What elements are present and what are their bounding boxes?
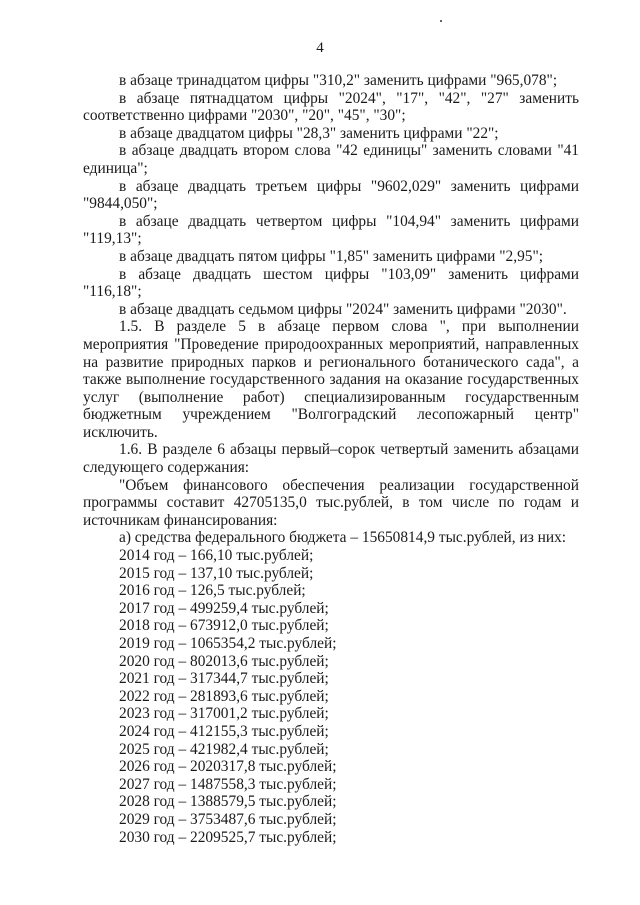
year-funding-item: 2014 год – 166,10 тыс.рублей;: [119, 547, 314, 565]
year-funding-item: 2026 год – 2020317,8 тыс.рублей;: [119, 758, 337, 776]
year-funding-item: 2021 год – 317344,7 тыс.рублей;: [119, 670, 329, 688]
year-funding-item: 2020 год – 802013,6 тыс.рублей;: [119, 652, 329, 670]
year-funding-item: 2027 год – 1487558,3 тыс.рублей;: [119, 775, 337, 793]
year-funding-item: 2029 год – 3753487,6 тыс.рублей;: [119, 810, 337, 828]
year-funding-item: 2017 год – 499259,4 тыс.рублей;: [119, 599, 329, 617]
scan-speck: [440, 20, 442, 22]
year-funding-item: 2024 год – 412155,3 тыс.рублей;: [119, 722, 329, 740]
page-number: 4: [316, 40, 324, 56]
paragraph-funding-volume: "Объем финансового обеспечения реализации государственной программы составит 42705135,0 тыс.рублей, в том числе по годам и источникам финансирования:: [83, 476, 579, 529]
year-funding-item: 2018 год – 673912,0 тыс.рублей;: [119, 617, 329, 635]
year-funding-item: 2023 год – 317001,2 тыс.рублей;: [119, 705, 329, 723]
year-funding-item: 2028 год – 1388579,5 тыс.рублей;: [119, 793, 337, 811]
year-funding-item: 2030 год – 2209525,7 тыс.рублей;: [119, 828, 337, 846]
paragraph: в абзаце двадцать втором слова "42 единицы" заменить словами "41 единица";: [83, 142, 579, 177]
paragraph: в абзаце двадцатом цифры "28,3" заменить цифрами "22";: [119, 124, 499, 142]
year-funding-list: [83, 547, 579, 846]
paragraph-section-1-6: 1.6. В разделе 6 абзацы первый–сорок четвертый заменить абзацами следующего содержания:: [83, 441, 579, 477]
year-funding-item: 2015 год – 137,10 тыс.рублей;: [119, 564, 314, 582]
year-funding-item: 2019 год – 1065354,2 тыс.рублей;: [119, 635, 337, 652]
paragraph: в абзаце двадцать четвертом цифры "104,94" заменить цифрами "119,13";: [83, 212, 579, 248]
paragraph: в абзаце пятнадцатом цифры "2024", "17", "42", "27" заменить соответственно цифрами "2030", "20", "45", "30";: [83, 89, 579, 125]
paragraph: в абзаце тринадцатом цифры "310,2" заменить цифрами "965,078";: [119, 72, 558, 89]
year-funding-item: 2016 год – 126,5 тыс.рублей;: [119, 582, 306, 600]
paragraph: в абзаце двадцать пятом цифры "1,85" заменить цифрами "2,95";: [119, 247, 544, 265]
paragraph-section-1-5: 1.5. В разделе 5 в абзаце первом слова ", при выполнении мероприятия "Проведение природоохранных мероприятий, направленных на развитие природных парков и регионального ботанического сада", а также выполнение государственного задания на оказание государственных услуг (выполнение работ) специализированным государственным бюджетным учреждением "Волгоградский лесопожарный центр" исключить.: [83, 318, 579, 441]
document-body: [83, 72, 579, 846]
year-funding-item: 2025 год – 421982,4 тыс.рублей;: [119, 740, 329, 758]
paragraph: в абзаце двадцать седьмом цифры "2024" заменить цифрами "2030".: [119, 300, 567, 318]
year-funding-item: 2022 год – 281893,6 тыс.рублей;: [119, 687, 329, 705]
paragraph: в абзаце двадцать третьем цифры "9602,029" заменить цифрами "9844,050";: [83, 177, 579, 213]
paragraph: в абзаце двадцать шестом цифры "103,09" заменить цифрами "116,18";: [83, 265, 579, 301]
paragraph-federal-budget: а) средства федерального бюджета – 15650814,9 тыс.рублей, из них:: [119, 529, 567, 547]
